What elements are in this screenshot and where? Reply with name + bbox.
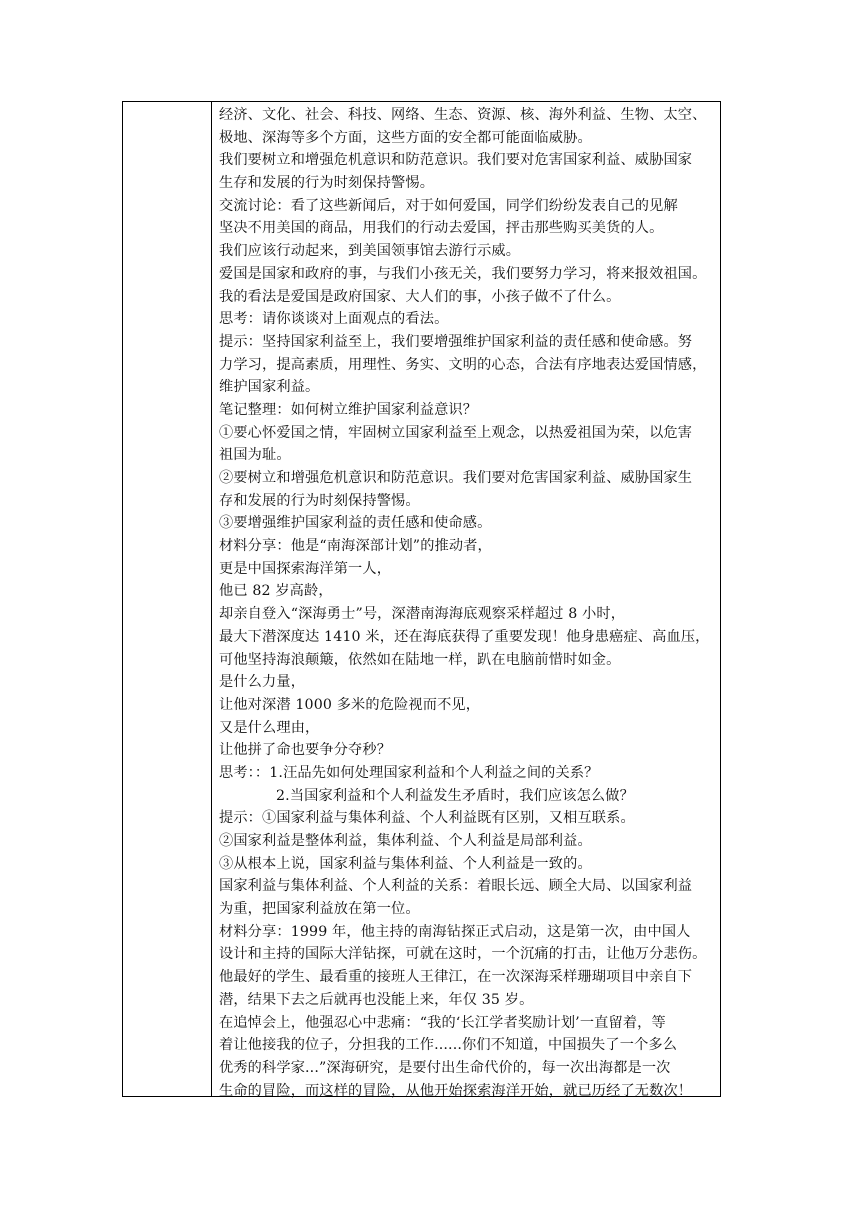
text-line: 经济、文化、社会、科技、网络、生态、资源、核、海外利益、生物、太空、 <box>219 107 707 123</box>
text-line: 2.当国家利益和个人利益发生矛盾时，我们应该怎么做？ <box>276 787 634 804</box>
text-line: ①要心怀爱国之情，牢固树立国家利益至上观念，以热爱祖国为荣，以危害 <box>219 424 693 441</box>
text-line: 祖国为耻。 <box>219 447 291 464</box>
text-line: 极地、深海等多个方面，这些方面的安全都可能面临威胁。 <box>219 129 592 146</box>
text-line: 又是什么理由， <box>219 719 320 736</box>
text-line: 思考：：1.汪品先如何处理国家利益和个人利益之间的关系？ <box>219 764 599 781</box>
text-line: 我们要树立和增强危机意识和防范意识。我们要对危害国家利益、威胁国家 <box>219 152 693 169</box>
text-line: 坚决不用美国的商品，用我们的行动去爱国，抨击那些购买美货的人。 <box>219 220 664 237</box>
text-line: 维护国家利益。 <box>219 379 320 396</box>
text-line: 爱国是国家和政府的事，与我们小孩无关，我们要努力学习，将来报效祖国。 <box>219 265 707 282</box>
text-line: 笔记整理：如何树立维护国家利益意识？ <box>219 401 478 418</box>
text-line: 更是中国探索海洋第一人， <box>219 560 392 577</box>
text-line: 生命的冒险，而这样的冒险，从他开始探索海洋开始，就已历经了无数次！ <box>219 1082 693 1099</box>
text-line: 他最好的学生、最看重的接班人王律江，在一次深海采样珊瑚项目中亲自下 <box>219 969 693 986</box>
text-line: 我们应该行动起来，到美国领事馆去游行示威。 <box>219 243 521 260</box>
text-line: 他已 82 岁高龄， <box>219 583 333 600</box>
text-line: 优秀的科学家...”深海研究，是要付出生命代价的，每一次出海都是一次 <box>219 1059 671 1076</box>
text-line: 设计和主持的国际大洋钻探，可就在这时，一个沉痛的打击，让他万分悲伤。 <box>219 946 707 963</box>
text-line: 让他拼了命也要争分夺秒？ <box>219 742 392 759</box>
text-line: 是什么力量， <box>219 674 306 691</box>
text-line: 潜，结果下去之后就再也没能上来，年仅 35 岁。 <box>219 991 534 1008</box>
text-line: 力学习，提高素质，用理性、务实、文明的心态，合法有序地表达爱国情感， <box>219 356 707 373</box>
text-line: 最大下潜深度达 1410 米，还在海底获得了重要发现！他身患癌症、高血压， <box>219 628 710 645</box>
text-line: 材料分享：1999 年，他主持的南海钻探正式启动，这是第一次，由中国人 <box>219 923 691 940</box>
text-line: 材料分享：他是“南海深部计划”的推动者， <box>219 538 492 555</box>
text-line: 提示：坚持国家利益至上，我们要增强维护国家利益的责任感和使命感。努 <box>219 333 693 350</box>
text-line: ②国家利益是整体利益，集体利益、个人利益是局部利益。 <box>219 833 592 849</box>
text-line: 生存和发展的行为时刻保持警惕。 <box>219 175 435 192</box>
text-line: 思考：请你谈谈对上面观点的看法。 <box>219 311 449 328</box>
content-cell <box>219 104 715 1102</box>
text-line: 可他坚持海浪颠簸，依然如在陆地一样，趴在电脑前惜时如金。 <box>219 651 621 668</box>
text-line: 交流讨论：看了这些新闻后，对于如何爱国，同学们纷纷发表自己的见解 <box>219 197 678 214</box>
text-line: 让他对深潜 1000 多米的危险视而不见， <box>219 696 481 713</box>
text-line: 存和发展的行为时刻保持警惕。 <box>219 492 420 509</box>
text-line: ③要增强维护国家利益的责任感和使命感。 <box>219 515 492 532</box>
text-line: ②要树立和增强危机意识和防范意识。我们要对危害国家利益、威胁国家生 <box>219 470 693 486</box>
text-line: 着让他接我的位子，分担我的工作......你们不知道，中国损失了一个多么 <box>219 1037 678 1054</box>
text-line: 我的看法是爱国是政府国家、大人们的事，小孩子做不了什么。 <box>219 288 621 305</box>
text-line: 国家利益与集体利益、个人利益的关系：着眼长远、顾全大局、以国家利益 <box>219 878 693 895</box>
column-divider <box>211 102 212 1096</box>
text-line: 提示：①国家利益与集体利益、个人利益既有区别，又相互联系。 <box>219 810 635 827</box>
text-line: 为重，把国家利益放在第一位。 <box>219 901 420 918</box>
text-line: ③从根本上说，国家利益与集体利益、个人利益是一致的。 <box>219 855 592 872</box>
content-table <box>122 101 721 1097</box>
text-line: 却亲自登入“深海勇士”号，深潜南海海底观察采样超过 8 小时， <box>219 606 626 623</box>
text-line: 在追悼会上，他强忍心中悲痛：“我的‘长江学者奖励计划’一直留着，等 <box>219 1014 666 1031</box>
